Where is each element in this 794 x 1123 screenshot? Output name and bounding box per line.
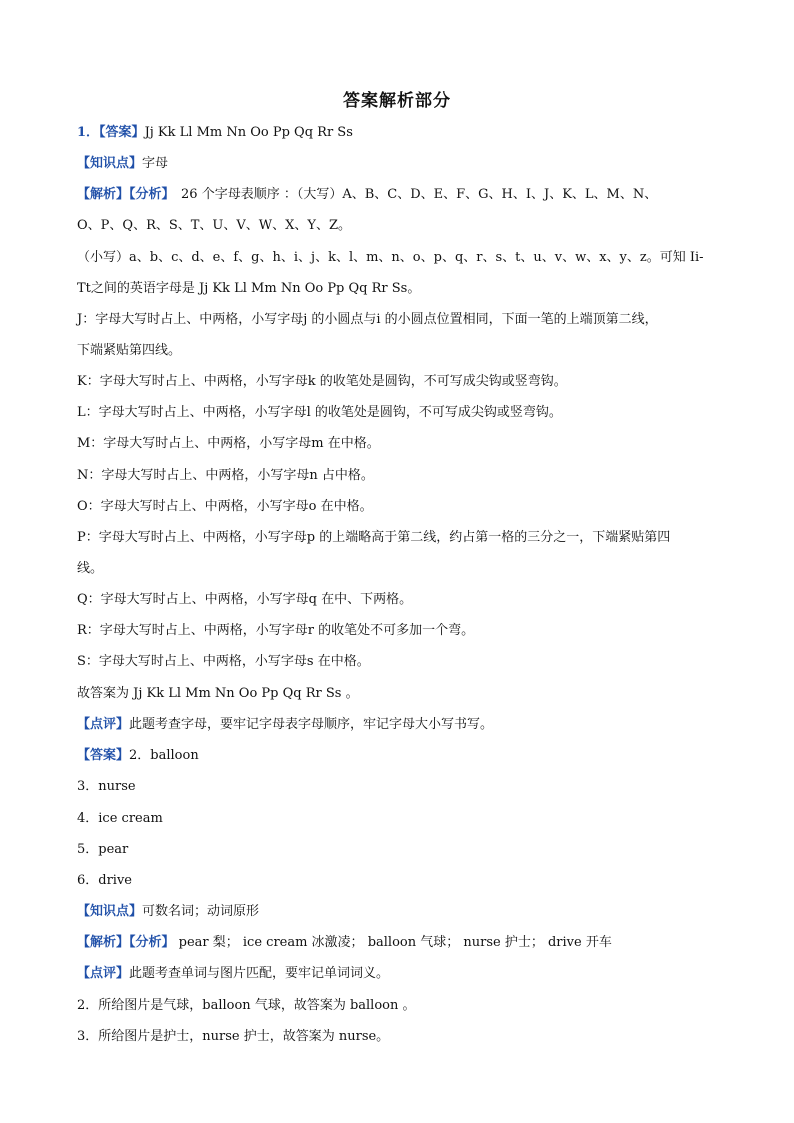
text-line: N：字母大写时占上、中两格，小写字母n 占中格。	[77, 468, 374, 483]
answer-item: 5．pear	[77, 842, 129, 857]
answer-item: 4．ice cream	[77, 811, 163, 826]
knowledge-text: 可数名词；动词原形	[142, 904, 260, 919]
text-line: （小写）a、b、c、d、e、f、g、h、i、j、k、l、m、n、o、p、q、r、s、t、u、v、w、x、y、z。可知 Ii-	[77, 250, 704, 265]
analysis-line-2	[77, 934, 757, 952]
text-line: R：字母大写时占上、中两格，小写字母r 的收笔处不可多加一个弯。	[77, 623, 475, 638]
analysis-text: 26 个字母表顺序 ：（大写）A、B、C、D、E、F、G、H、I、J、K、L、M、N、	[168, 187, 658, 202]
comment-text: 此题考查字母，要牢记字母表字母顺序，牢记字母大小写书写。	[129, 717, 494, 732]
text-line: Tt之间的英语字母是 Jj Kk Ll Mm Nn Oo Pp Qq Rr Ss。	[77, 281, 421, 296]
knowledge-tag: 【知识点】	[77, 904, 143, 919]
answer-text: 2．balloon	[129, 748, 199, 763]
question-number: 1．	[77, 125, 100, 140]
text-line: O：字母大写时占上、中两格，小写字母o 在中格。	[77, 499, 373, 514]
answer-text: Jj Kk Ll Mm Nn Oo Pp Qq Rr Ss	[144, 125, 353, 140]
analysis-tag: 【解析】【分析】	[77, 187, 169, 202]
comment-line-1	[77, 716, 757, 734]
text-line: S：字母大写时占上、中两格，小写字母s 在中格。	[77, 654, 370, 669]
answer-tag: 【答案】	[77, 748, 130, 763]
analysis-text: pear 梨； ice cream 冰激凌； balloon 气球； nurse 护士； drive 开车	[174, 935, 612, 950]
knowledge-text: 字母	[142, 156, 169, 171]
text-line: 下端紧贴第四线。	[77, 343, 182, 358]
text-line: 2．所给图片是气球，balloon 气球，故答案为 balloon 。	[77, 998, 416, 1013]
text-line: 故答案为 Jj Kk Ll Mm Nn Oo Pp Qq Rr Ss 。	[77, 686, 359, 701]
text-line: O、P、Q、R、S、T、U、V、W、X、Y、Z。	[77, 218, 352, 233]
answer-line-1	[77, 124, 757, 142]
knowledge-line-2	[77, 903, 757, 921]
text-line: J：字母大写时占上、中两格，小写字母j 的小圆点与i 的小圆点位置相同，下面一笔的上端顶第二线，	[77, 312, 658, 327]
knowledge-tag: 【知识点】	[77, 156, 143, 171]
answer-tag: 【答案】	[99, 125, 145, 140]
text-line: L：字母大写时占上、中两格，小写字母l 的收笔处是圆钩，不可写成尖钩或竖弯钩。	[77, 405, 562, 420]
answer-item: 6．drive	[77, 873, 133, 888]
text-line: 线。	[77, 561, 104, 576]
text-line: M：字母大写时占上、中两格，小写字母m 在中格。	[77, 436, 380, 451]
text-line: Q：字母大写时占上、中两格，小写字母q 在中、下两格。	[77, 592, 413, 607]
analysis-line-1	[77, 186, 757, 204]
comment-tag: 【点评】	[77, 717, 130, 732]
answer-line-2	[77, 747, 757, 765]
answer-item: 3．nurse	[77, 779, 136, 794]
text-line: P：字母大写时占上、中两格，小写字母p 的上端略高于第二线，约占第一格的三分之一，下端紧贴第四	[77, 530, 671, 545]
comment-line-2	[77, 965, 757, 983]
text-line: 3．所给图片是护士，nurse 护士，故答案为 nurse。	[77, 1029, 390, 1044]
analysis-tag: 【解析】【分析】	[77, 935, 175, 950]
knowledge-line-1	[77, 155, 757, 173]
comment-text: 此题考查单词与图片匹配，要牢记单词词义。	[129, 966, 390, 981]
text-line: K：字母大写时占上、中两格，小写字母k 的收笔处是圆钩，不可写成尖钩或竖弯钩。	[77, 374, 567, 389]
comment-tag: 【点评】	[77, 966, 130, 981]
page-title: 答案解析部分	[343, 91, 451, 111]
